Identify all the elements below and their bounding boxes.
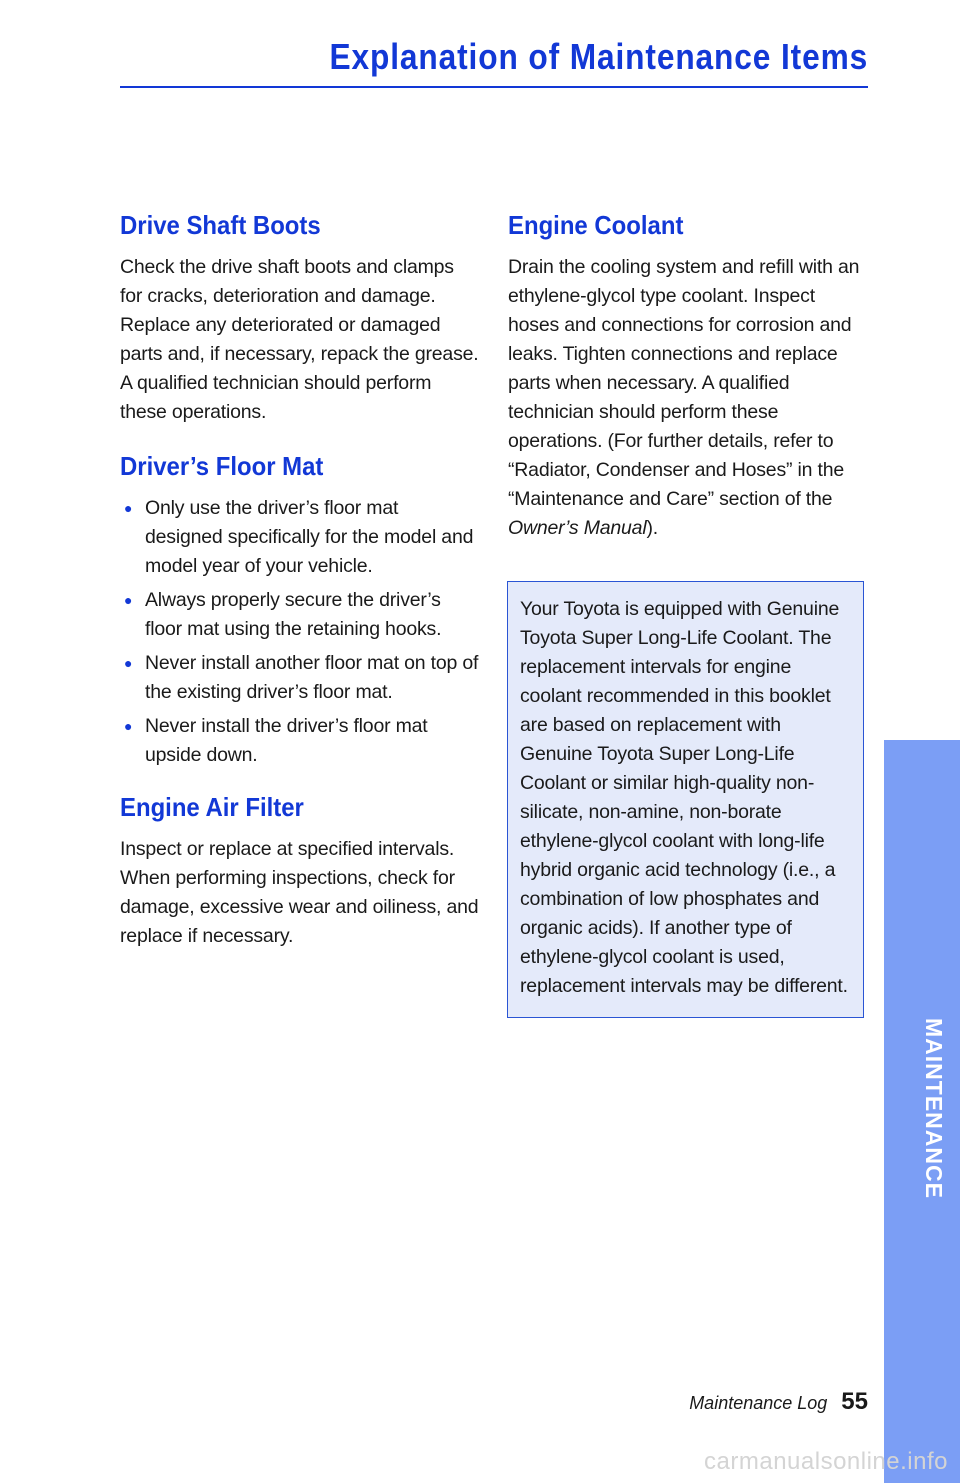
reference-closing: ).: [646, 517, 658, 539]
engine-air-filter-text: Inspect or replace at specified intervals. When performing inspections, check for damage, excessive wear and oiliness, and replace if necessary.: [120, 838, 479, 947]
bullet-dot-icon: ●: [124, 655, 133, 671]
bullet-dot-icon: ●: [124, 500, 133, 516]
side-tab-label: MAINTENANCE: [921, 1018, 947, 1199]
bullet-dot-icon: ●: [124, 718, 133, 734]
watermark: carmanualsonline.info: [704, 1448, 948, 1475]
coolant-info-callout: Your Toyota is equipped with Genuine Toyota Super Long-Life Coolant. The replacement intervals for engine coolant recommended in this booklet are based on replacement with Genuine Toyota Super Long-Life Coolant or similar high-quality non-silicate, non-amine, non-borate ethylene-glycol coolant with long-life hybrid organic acid technology (i.e., a combination of low phosphates and organic acids). If another type of ethylene-glycol coolant is used, replacement intervals may be different.: [507, 581, 864, 1018]
right-column: [508, 210, 868, 567]
page-title: Explanation of Maintenance Items: [329, 36, 868, 77]
left-column: [120, 210, 480, 975]
bullet-text: Never install another floor mat on top of the existing driver’s floor mat.: [145, 652, 479, 703]
bullet-text: Only use the driver’s floor mat designed specifically for the model and model year of your vehicle.: [145, 497, 474, 577]
footer-label: Maintenance Log: [689, 1393, 828, 1413]
title-divider: [120, 86, 868, 88]
engine-coolant-body: Drain the cooling system and refill with an ethylene-glycol type coolant. Inspect hoses and connections for corrosion and leaks. Tighten connections and replace parts when necessary. A qualified technician should perform these operations. (For further details, refer to “Radiator, Condenser and Hoses” in the “Maintenance and Care” section of the: [508, 256, 860, 510]
engine-air-filter-heading: Engine Air Filter: [120, 792, 304, 822]
owners-manual-reference: Owner’s Manual: [508, 517, 647, 539]
bullet-text: Always properly secure the driver’s floor mat using the retaining hooks.: [145, 589, 442, 640]
drive-shaft-boots-heading: Drive Shaft Boots: [120, 210, 321, 240]
drive-shaft-boots-text: Check the drive shaft boots and clamps for cracks, deterioration and damage. Replace any deteriorated or damaged parts and, if necessary, repack the grease. A qualified technician should perform these operations.: [120, 256, 479, 423]
bullet-text: Never install the driver’s floor mat upside down.: [145, 715, 428, 766]
drivers-floor-mat-section: [120, 451, 480, 770]
list-item: [120, 649, 480, 707]
drivers-floor-mat-heading: Driver’s Floor Mat: [120, 451, 324, 481]
list-item: [120, 712, 480, 770]
engine-coolant-text: [508, 253, 868, 543]
bullet-dot-icon: ●: [124, 592, 133, 608]
list-item: [120, 586, 480, 644]
page-footer: [689, 1388, 868, 1416]
engine-coolant-heading: Engine Coolant: [508, 210, 684, 240]
page-number: 55: [841, 1388, 868, 1415]
drive-shaft-boots-section: [120, 210, 480, 427]
floor-mat-bullet-list: [120, 494, 480, 770]
list-item: [120, 494, 480, 581]
engine-coolant-section: [508, 210, 868, 543]
engine-air-filter-section: [120, 792, 480, 951]
